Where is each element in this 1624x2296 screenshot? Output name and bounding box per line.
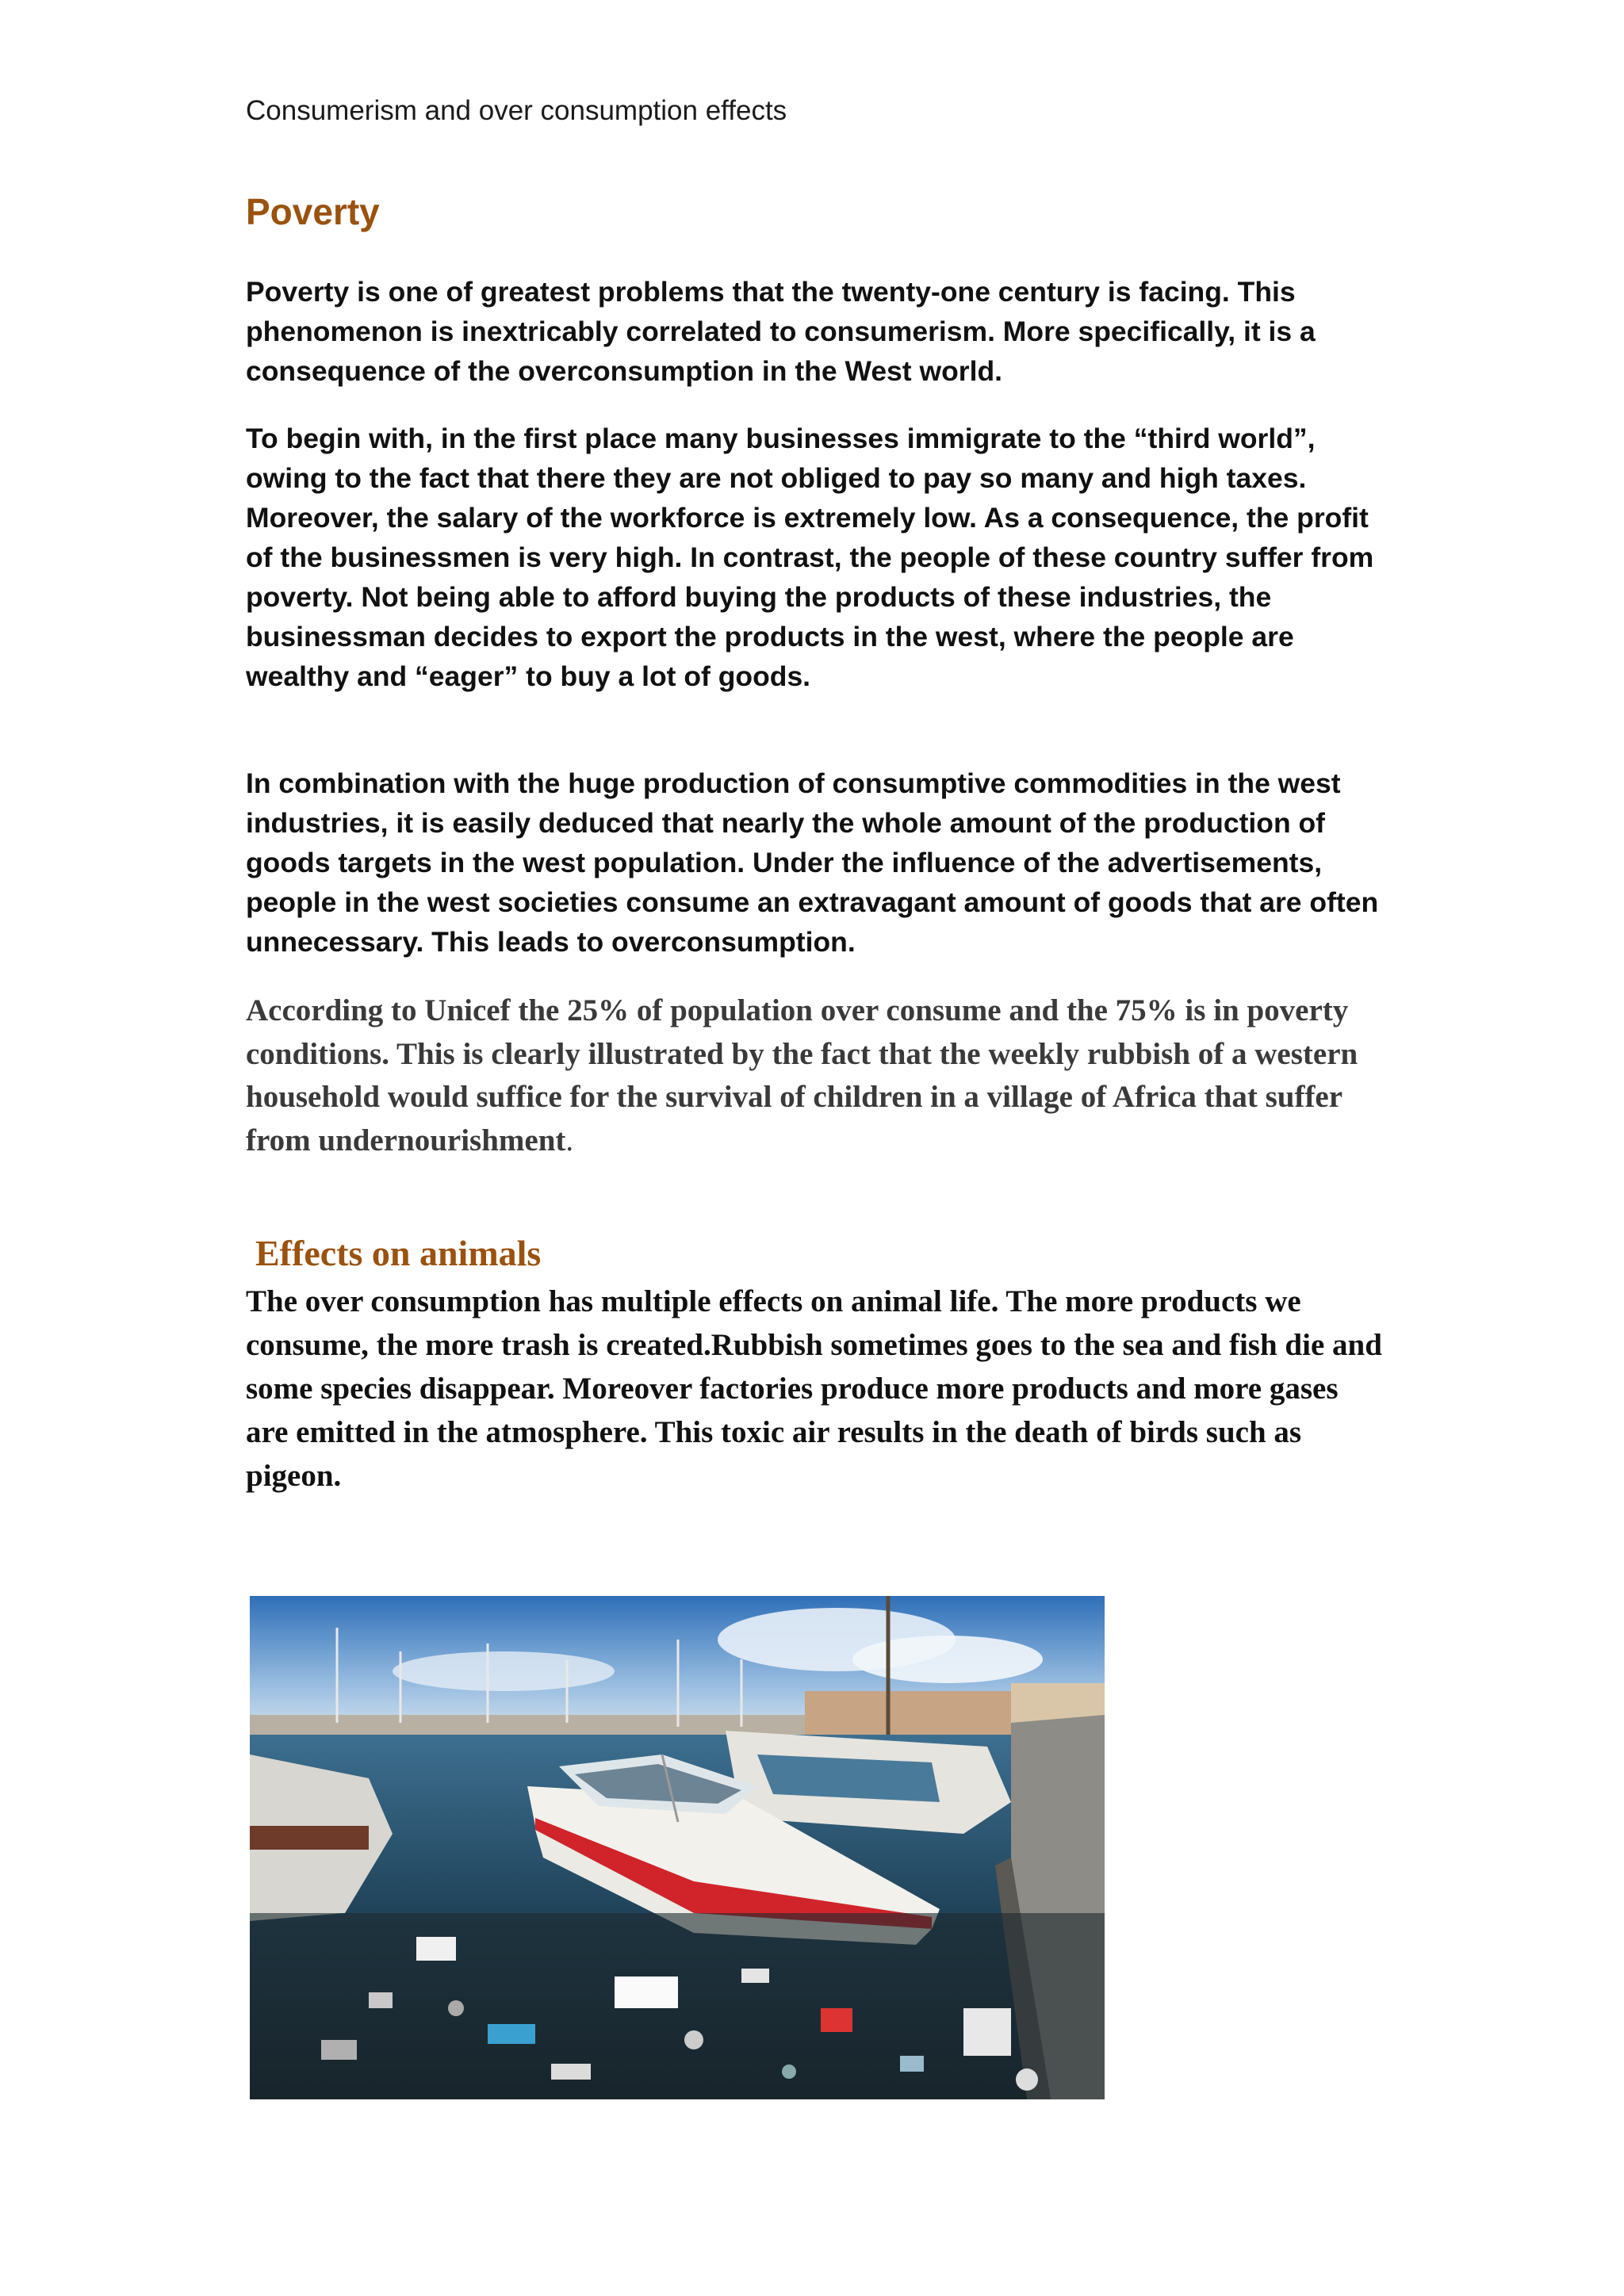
animals-paragraph: The over consumption has multiple effects on animal life. The more products we consume, the more trash is created.Rubbish sometimes goes to the sea and fish die and some species disappear. Moreover factories produce more products and more gases are emitted in the atmosphere. This toxic air results in the death of birds such as pigeon.: [246, 1284, 1382, 1493]
poverty-paragraph-2: To begin with, in the first place many businesses immigrate to the “third world”, owing to the fact that there they are not obliged to pay so many and high taxes. Moreover, the salary of the workforce is extremely low. As a consequence, the profit of the businessmen is very high. In contrast, the people of these country suffer from poverty. Not being able to afford buying the products of these industries, the businessman decides to export the products in the west, where the people are wealthy and “eager” to buy a lot of goods.: [246, 423, 1374, 692]
harbor-pollution-photo: [250, 1596, 1105, 2099]
section-heading-animals: Effects on animals: [255, 1233, 542, 1273]
poverty-paragraph-1: Poverty is one of greatest problems that the twenty-one century is facing. This phenomenon is inextricably correlated to consumerism. More specifically, it is a consequence of the overconsumption in the West world.: [246, 276, 1316, 387]
unicef-paragraph-period: .: [565, 1123, 574, 1158]
unicef-paragraph: [246, 989, 1388, 1162]
section-heading-poverty: Poverty: [246, 191, 380, 232]
running-header: Consumerism and over consumption effects: [246, 95, 787, 126]
poverty-paragraph-3: In combination with the huge production of consumptive commodities in the west industries, it is easily deduced that nearly the whole amount of the production of goods targets in the west population. Under the influence of the advertisements, people in the west societies consume an extravagant amount of goods that are often unnecessary. This leads to overconsumption.: [246, 767, 1379, 958]
unicef-paragraph-text: According to Unicef the 25% of population over consume and the 75% is in poverty conditions. This is clearly illustrated by the fact that the weekly rubbish of a western household would suffice for the survival of children in a village of Africa that suffer from undernourishment: [246, 993, 1358, 1158]
